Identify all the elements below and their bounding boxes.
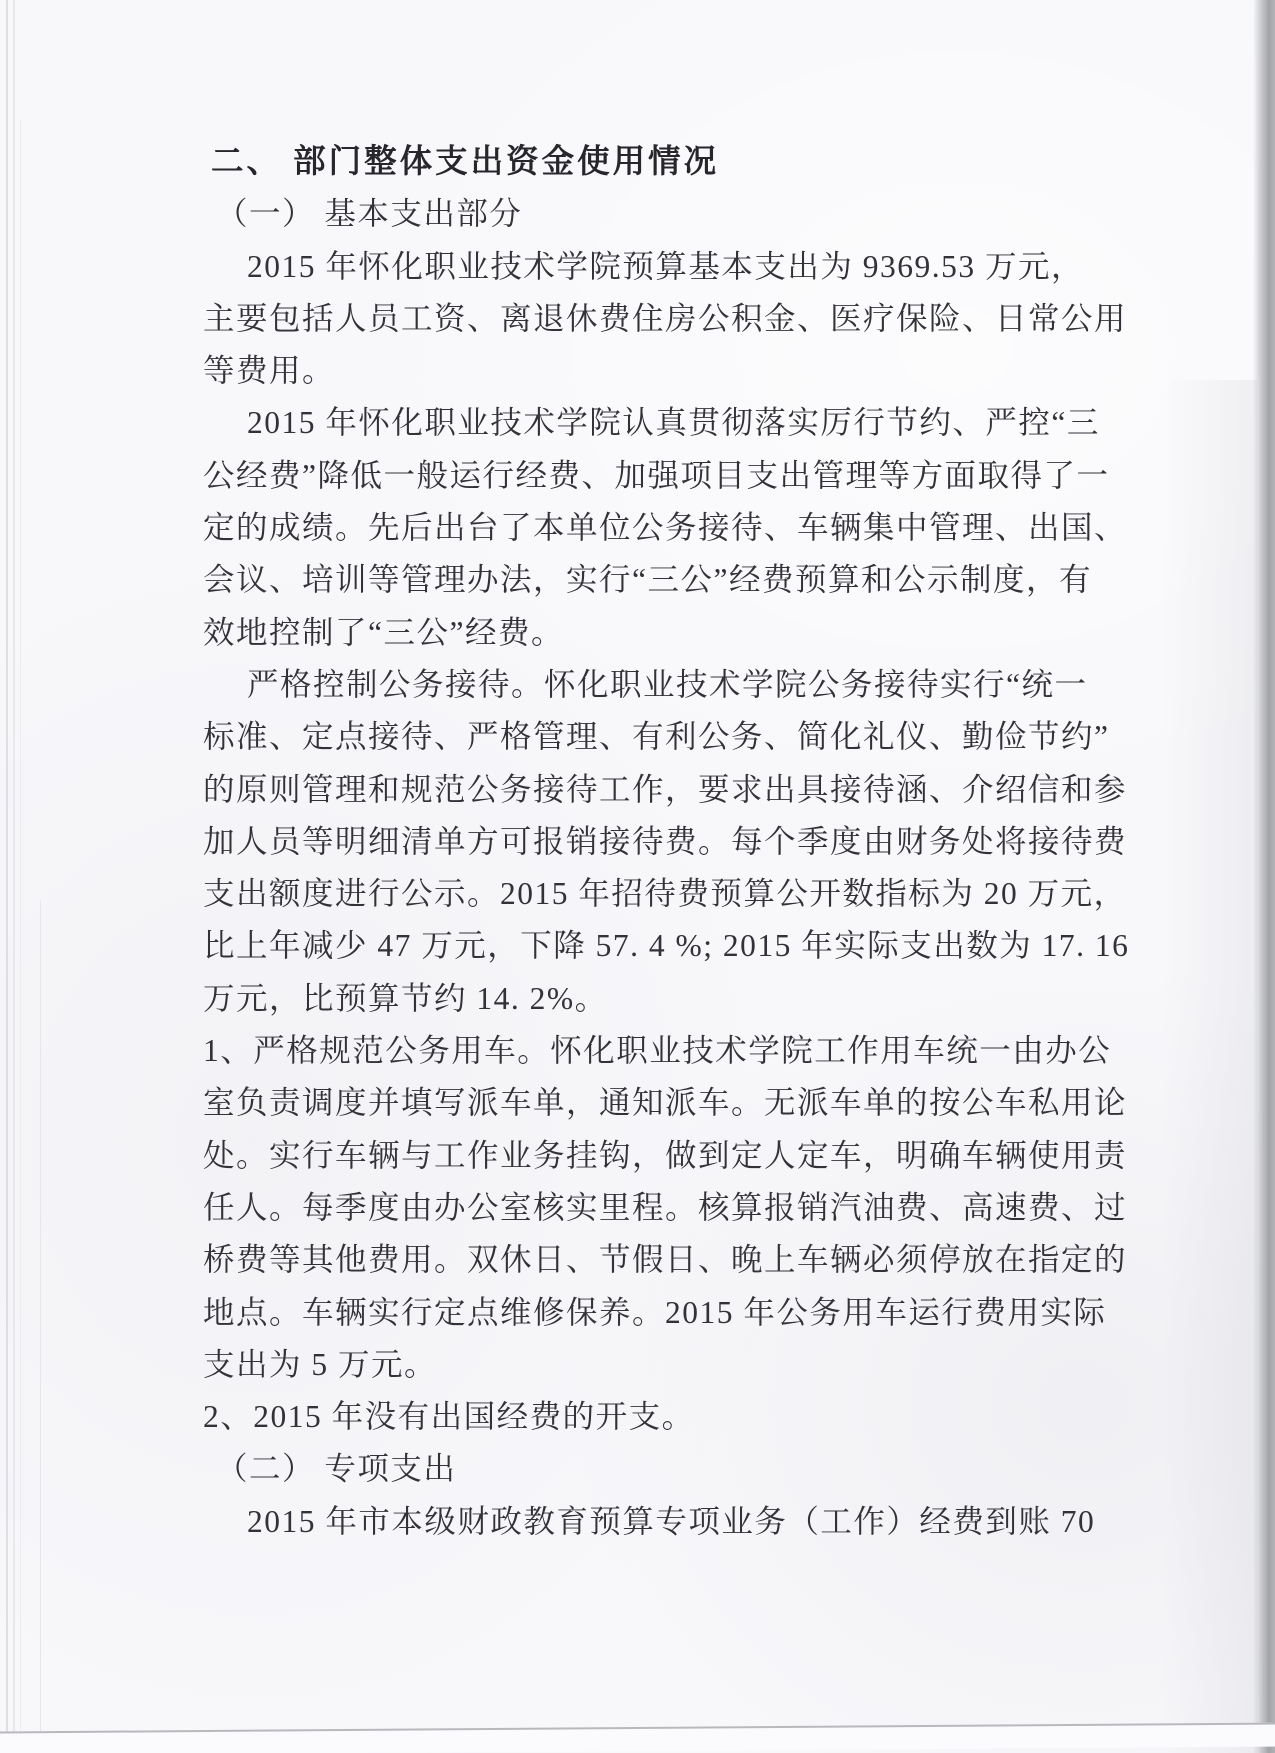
document-line: 2015 年怀化职业技术学院认真贯彻落实厉行节约、严控“三 bbox=[247, 405, 1100, 441]
document-line: 桥费等其他费用。双休日、节假日、晚上车辆必须停放在指定的 bbox=[203, 1242, 1128, 1278]
document-line: 任人。每季度由办公室核实里程。核算报销汽油费、高速费、过 bbox=[203, 1189, 1128, 1225]
document-line: 会议、培训等管理办法，实行“三公”经费预算和公示制度，有 bbox=[203, 562, 1092, 598]
paper-left-edge-line bbox=[20, 120, 21, 1753]
document-line: 支出额度进行公示。2015 年招待费预算公开数指标为 20 万元， bbox=[203, 876, 1127, 912]
document-line: 主要包括人员工资、离退休费住房公积金、医疗保险、日常公用 bbox=[203, 300, 1128, 336]
paper-left-edge-line bbox=[13, 0, 15, 1753]
document-line: 标准、定点接待、严格管理、有利公务、简化礼仪、勤俭节约” bbox=[203, 719, 1110, 755]
document-line: 2015 年市本级财政教育预算专项业务（工作）经费到账 70 bbox=[247, 1503, 1096, 1539]
document-line: 万元，比预算节约 14. 2%。 bbox=[203, 980, 608, 1016]
document-line: 公经费”降低一般运行经费、加强项目支出管理等方面取得了一 bbox=[203, 457, 1110, 493]
document-line: 严格控制公务接待。怀化职业技术学院公务接待实行“统一 bbox=[247, 666, 1088, 702]
paper-left-edge-line bbox=[6, 0, 8, 1753]
document-line: 比上年减少 47 万元，下降 57. 4 %; 2015 年实际支出数为 17. 16 bbox=[203, 928, 1130, 964]
document-line: 的原则管理和规范公务接待工作，要求出具接待涵、介绍信和参 bbox=[203, 771, 1128, 807]
document-line: 1、严格规范公务用车。怀化职业技术学院工作用车统一由办公 bbox=[203, 1033, 1112, 1069]
document-line: 2、2015 年没有出国经费的开支。 bbox=[203, 1399, 695, 1435]
document-line: 定的成绩。先后出台了本单位公务接待、车辆集中管理、出国、 bbox=[203, 510, 1128, 546]
document-body bbox=[203, 136, 1130, 1548]
document-line: 室负责调度并填写派车单，通知派车。无派车单的按公车私用论 bbox=[203, 1085, 1128, 1121]
paper-right-edge-shadow bbox=[1253, 0, 1275, 1753]
paper-bottom-edge bbox=[0, 1722, 1275, 1753]
paper-left-edge-line bbox=[40, 900, 41, 1753]
document-line: 等费用。 bbox=[203, 353, 336, 389]
document-line: 加人员等明细清单方可报销接待费。每个季度由财务处将接待费 bbox=[203, 823, 1128, 859]
paper-right-shade bbox=[1162, 380, 1257, 1753]
document-line: 2015 年怀化职业技术学院预算基本支出为 9369.53 万元， bbox=[247, 248, 1085, 284]
section-heading: 二、 部门整体支出资金使用情况 bbox=[211, 144, 720, 180]
document-line: 效地控制了“三公”经费。 bbox=[203, 614, 564, 650]
document-line: （一） 基本支出部分 bbox=[216, 196, 523, 232]
document-line: （二） 专项支出 bbox=[216, 1451, 457, 1487]
document-line: 支出为 5 万元。 bbox=[203, 1346, 438, 1382]
document-line: 地点。车辆实行定点维修保养。2015 年公务用车运行费用实际 bbox=[203, 1294, 1107, 1330]
document-line: 处。实行车辆与工作业务挂钩，做到定人定车，明确车辆使用责 bbox=[203, 1137, 1128, 1173]
